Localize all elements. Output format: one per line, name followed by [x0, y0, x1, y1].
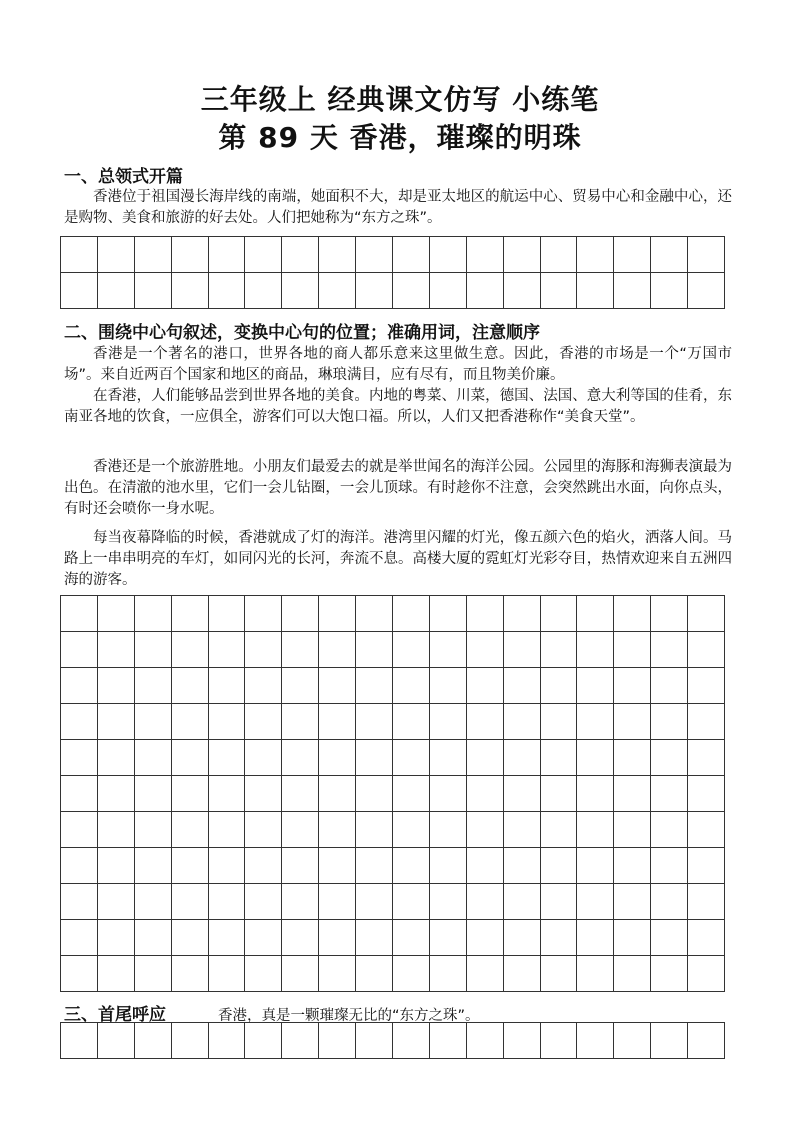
- grid-cell[interactable]: [467, 668, 504, 704]
- grid-cell[interactable]: [98, 884, 135, 920]
- grid-cell[interactable]: [393, 884, 430, 920]
- grid-cell[interactable]: [98, 776, 135, 812]
- grid-cell[interactable]: [172, 812, 209, 848]
- grid-cell[interactable]: [209, 704, 246, 740]
- grid-cell[interactable]: [504, 668, 541, 704]
- grid-cell[interactable]: [541, 237, 578, 273]
- section-2-paragraph-3: 香港还是一个旅游胜地。小朋友们最爱去的就是举世闻名的海洋公园。公园里的海豚和海狮表演最为出色。在清澈的池水里，它们一会儿钻圈，一会儿顶球。有时趁你不注意，会突然跳出水面，向你点头，有时还会喷你一身水呢。: [64, 459, 732, 517]
- grid-cell[interactable]: [172, 920, 209, 956]
- grid-cell[interactable]: [541, 668, 578, 704]
- grid-cell[interactable]: [467, 1023, 504, 1059]
- grid-cell[interactable]: [282, 1023, 319, 1059]
- grid-cell[interactable]: [430, 920, 467, 956]
- grid-cell[interactable]: [61, 668, 98, 704]
- grid-cell[interactable]: [61, 848, 98, 884]
- grid-cell[interactable]: [319, 596, 356, 632]
- grid-cell[interactable]: [504, 812, 541, 848]
- grid-cell[interactable]: [577, 596, 614, 632]
- grid-cell[interactable]: [651, 596, 688, 632]
- grid-cell[interactable]: [319, 776, 356, 812]
- grid-cell[interactable]: [282, 848, 319, 884]
- grid-cell[interactable]: [172, 273, 209, 309]
- grid-cell[interactable]: [688, 596, 725, 632]
- grid-cell[interactable]: [393, 956, 430, 992]
- grid-cell[interactable]: [688, 920, 725, 956]
- grid-cell[interactable]: [614, 704, 651, 740]
- grid-cell[interactable]: [245, 956, 282, 992]
- grid-cell[interactable]: [282, 273, 319, 309]
- grid-cell[interactable]: [577, 1023, 614, 1059]
- grid-cell[interactable]: [282, 740, 319, 776]
- grid-cell[interactable]: [577, 776, 614, 812]
- grid-cell[interactable]: [688, 1023, 725, 1059]
- grid-cell[interactable]: [504, 884, 541, 920]
- grid-cell[interactable]: [430, 776, 467, 812]
- grid-cell[interactable]: [577, 237, 614, 273]
- grid-cell[interactable]: [541, 1023, 578, 1059]
- grid-cell[interactable]: [393, 848, 430, 884]
- grid-cell[interactable]: [135, 632, 172, 668]
- grid-cell[interactable]: [172, 632, 209, 668]
- grid-cell[interactable]: [467, 740, 504, 776]
- grid-cell[interactable]: [688, 884, 725, 920]
- grid-cell[interactable]: [209, 668, 246, 704]
- grid-cell[interactable]: [504, 848, 541, 884]
- grid-cell[interactable]: [61, 273, 98, 309]
- section-3-text: 香港，真是一颗璀璨无比的“东方之珠”。: [218, 1008, 480, 1024]
- grid-cell[interactable]: [393, 237, 430, 273]
- grid-cell[interactable]: [651, 956, 688, 992]
- grid-cell[interactable]: [209, 596, 246, 632]
- grid-cell[interactable]: [135, 237, 172, 273]
- grid-cell[interactable]: [430, 1023, 467, 1059]
- grid-cell[interactable]: [172, 848, 209, 884]
- grid-cell[interactable]: [541, 884, 578, 920]
- grid-cell[interactable]: [172, 596, 209, 632]
- grid-cell[interactable]: [504, 776, 541, 812]
- grid-cell[interactable]: [577, 956, 614, 992]
- grid-cell[interactable]: [172, 740, 209, 776]
- grid-cell[interactable]: [688, 812, 725, 848]
- grid-cell[interactable]: [614, 776, 651, 812]
- page-subtitle: 第 89 天 香港，璀璨的明珠: [218, 121, 582, 154]
- grid-cell[interactable]: [577, 884, 614, 920]
- grid-cell[interactable]: [319, 812, 356, 848]
- grid-cell[interactable]: [356, 632, 393, 668]
- grid-cell[interactable]: [651, 1023, 688, 1059]
- grid-cell[interactable]: [541, 956, 578, 992]
- grid-cell[interactable]: [61, 812, 98, 848]
- grid-cell[interactable]: [245, 920, 282, 956]
- grid-cell[interactable]: [504, 273, 541, 309]
- grid-cell[interactable]: [282, 884, 319, 920]
- grid-cell[interactable]: [98, 632, 135, 668]
- grid-cell[interactable]: [245, 273, 282, 309]
- page-title: 三年级上 经典课文仿写 小练笔: [200, 83, 600, 116]
- grid-cell[interactable]: [504, 740, 541, 776]
- grid-cell[interactable]: [356, 668, 393, 704]
- grid-cell[interactable]: [172, 884, 209, 920]
- grid-cell[interactable]: [688, 237, 725, 273]
- grid-cell[interactable]: [356, 237, 393, 273]
- grid-cell[interactable]: [319, 632, 356, 668]
- grid-cell[interactable]: [651, 848, 688, 884]
- grid-cell[interactable]: [61, 632, 98, 668]
- grid-cell[interactable]: [356, 812, 393, 848]
- grid-cell[interactable]: [430, 848, 467, 884]
- grid-cell[interactable]: [614, 596, 651, 632]
- grid-cell[interactable]: [282, 596, 319, 632]
- grid-cell[interactable]: [135, 956, 172, 992]
- grid-cell[interactable]: [577, 848, 614, 884]
- grid-cell[interactable]: [172, 1023, 209, 1059]
- grid-cell[interactable]: [282, 776, 319, 812]
- grid-cell[interactable]: [393, 740, 430, 776]
- grid-cell[interactable]: [688, 740, 725, 776]
- grid-cell[interactable]: [467, 632, 504, 668]
- grid-cell[interactable]: [504, 237, 541, 273]
- grid-cell[interactable]: [356, 273, 393, 309]
- grid-cell[interactable]: [467, 776, 504, 812]
- grid-cell[interactable]: [209, 740, 246, 776]
- grid-cell[interactable]: [319, 237, 356, 273]
- grid-cell[interactable]: [245, 596, 282, 632]
- grid-cell[interactable]: [319, 848, 356, 884]
- grid-cell[interactable]: [430, 740, 467, 776]
- grid-cell[interactable]: [541, 632, 578, 668]
- grid-cell[interactable]: [504, 632, 541, 668]
- grid-cell[interactable]: [209, 920, 246, 956]
- grid-cell[interactable]: [577, 740, 614, 776]
- grid-cell[interactable]: [98, 848, 135, 884]
- grid-cell[interactable]: [172, 237, 209, 273]
- grid-cell[interactable]: [61, 920, 98, 956]
- grid-cell[interactable]: [393, 1023, 430, 1059]
- grid-cell[interactable]: [98, 920, 135, 956]
- grid-cell[interactable]: [467, 704, 504, 740]
- grid-cell[interactable]: [688, 668, 725, 704]
- grid-cell[interactable]: [209, 848, 246, 884]
- grid-cell[interactable]: [319, 920, 356, 956]
- grid-cell[interactable]: [393, 812, 430, 848]
- grid-cell[interactable]: [319, 740, 356, 776]
- grid-cell[interactable]: [430, 273, 467, 309]
- grid-cell[interactable]: [245, 632, 282, 668]
- grid-cell[interactable]: [614, 237, 651, 273]
- grid-cell[interactable]: [614, 848, 651, 884]
- grid-cell[interactable]: [172, 668, 209, 704]
- grid-cell[interactable]: [245, 740, 282, 776]
- grid-cell[interactable]: [614, 1023, 651, 1059]
- grid-cell[interactable]: [245, 884, 282, 920]
- grid-cell[interactable]: [282, 704, 319, 740]
- grid-cell[interactable]: [98, 956, 135, 992]
- grid-cell[interactable]: [541, 273, 578, 309]
- grid-cell[interactable]: [319, 273, 356, 309]
- grid-cell[interactable]: [245, 812, 282, 848]
- grid-cell[interactable]: [245, 1023, 282, 1059]
- grid-cell[interactable]: [651, 776, 688, 812]
- grid-cell[interactable]: [135, 884, 172, 920]
- grid-cell[interactable]: [614, 740, 651, 776]
- grid-cell[interactable]: [504, 920, 541, 956]
- grid-cell[interactable]: [245, 776, 282, 812]
- grid-cell[interactable]: [467, 956, 504, 992]
- grid-cell[interactable]: [135, 920, 172, 956]
- grid-cell[interactable]: [651, 668, 688, 704]
- grid-cell[interactable]: [356, 776, 393, 812]
- grid-cell[interactable]: [577, 632, 614, 668]
- grid-cell[interactable]: [614, 273, 651, 309]
- grid-cell[interactable]: [614, 812, 651, 848]
- grid-cell[interactable]: [135, 740, 172, 776]
- grid-cell[interactable]: [98, 704, 135, 740]
- section-2-heading: 二、围绕中心句叙述，变换中心句的位置；准确用词，注意顺序: [64, 323, 540, 343]
- grid-cell[interactable]: [245, 704, 282, 740]
- grid-cell[interactable]: [282, 237, 319, 273]
- grid-cell[interactable]: [577, 920, 614, 956]
- section-2-paragraph-1: 香港是一个著名的港口，世界各地的商人都乐意来这里做生意。因此，香港的市场是一个“万国市场”。来自近两百个国家和地区的商品，琳琅满目，应有尽有，而且物美价廉。: [64, 346, 732, 383]
- grid-cell[interactable]: [98, 1023, 135, 1059]
- grid-cell[interactable]: [135, 668, 172, 704]
- grid-cell[interactable]: [282, 920, 319, 956]
- grid-cell[interactable]: [651, 237, 688, 273]
- grid-cell[interactable]: [688, 704, 725, 740]
- grid-cell[interactable]: [541, 704, 578, 740]
- grid-cell[interactable]: [541, 920, 578, 956]
- grid-cell[interactable]: [467, 273, 504, 309]
- grid-cell[interactable]: [688, 776, 725, 812]
- grid-cell[interactable]: [688, 848, 725, 884]
- grid-cell[interactable]: [577, 273, 614, 309]
- grid-cell[interactable]: [393, 704, 430, 740]
- grid-cell[interactable]: [172, 776, 209, 812]
- grid-cell[interactable]: [467, 237, 504, 273]
- grid-cell[interactable]: [614, 632, 651, 668]
- grid-cell[interactable]: [467, 920, 504, 956]
- grid-cell[interactable]: [61, 596, 98, 632]
- grid-cell[interactable]: [393, 596, 430, 632]
- grid-cell[interactable]: [319, 704, 356, 740]
- grid-cell[interactable]: [319, 668, 356, 704]
- grid-cell[interactable]: [393, 632, 430, 668]
- grid-cell[interactable]: [61, 956, 98, 992]
- writing-grid-1[interactable]: [60, 236, 725, 309]
- grid-cell[interactable]: [430, 812, 467, 848]
- grid-cell[interactable]: [393, 273, 430, 309]
- grid-cell[interactable]: [356, 884, 393, 920]
- grid-cell[interactable]: [172, 704, 209, 740]
- grid-cell[interactable]: [356, 920, 393, 956]
- grid-cell[interactable]: [504, 596, 541, 632]
- grid-cell[interactable]: [614, 920, 651, 956]
- grid-cell[interactable]: [61, 884, 98, 920]
- grid-cell[interactable]: [541, 812, 578, 848]
- grid-cell[interactable]: [98, 668, 135, 704]
- grid-cell[interactable]: [651, 704, 688, 740]
- grid-cell[interactable]: [356, 740, 393, 776]
- grid-cell[interactable]: [209, 812, 246, 848]
- grid-cell[interactable]: [541, 596, 578, 632]
- grid-cell[interactable]: [651, 273, 688, 309]
- section-2-paragraph-2: 在香港，人们能够品尝到世界各地的美食。内地的粤菜、川菜，德国、法国、意大利等国的佳肴，东南亚各地的饮食，一应俱全，游客们可以大饱口福。所以，人们又把香港称作“美食天堂”。: [64, 388, 732, 425]
- grid-cell[interactable]: [393, 920, 430, 956]
- grid-cell[interactable]: [135, 596, 172, 632]
- grid-cell[interactable]: [356, 596, 393, 632]
- grid-cell[interactable]: [430, 884, 467, 920]
- grid-cell[interactable]: [356, 704, 393, 740]
- grid-cell[interactable]: [541, 776, 578, 812]
- grid-cell[interactable]: [98, 596, 135, 632]
- grid-cell[interactable]: [467, 812, 504, 848]
- grid-cell[interactable]: [614, 668, 651, 704]
- grid-cell[interactable]: [356, 848, 393, 884]
- grid-cell[interactable]: [430, 596, 467, 632]
- grid-cell[interactable]: [467, 848, 504, 884]
- grid-cell[interactable]: [504, 956, 541, 992]
- grid-cell[interactable]: [98, 812, 135, 848]
- section-2-paragraph-4: 每当夜幕降临的时候，香港就成了灯的海洋。港湾里闪耀的灯光，像五颜六色的焰火，洒落人间。马路上一串串明亮的车灯，如同闪光的长河，奔流不息。高楼大厦的霓虹灯光彩夺目，热情欢迎来自五洲四海的游客。: [64, 530, 732, 588]
- grid-cell[interactable]: [209, 237, 246, 273]
- section-1-heading: 一、总领式开篇: [64, 167, 183, 187]
- grid-cell[interactable]: [282, 812, 319, 848]
- grid-cell[interactable]: [577, 704, 614, 740]
- grid-cell[interactable]: [209, 273, 246, 309]
- grid-cell[interactable]: [651, 920, 688, 956]
- grid-cell[interactable]: [577, 812, 614, 848]
- grid-cell[interactable]: [282, 668, 319, 704]
- grid-cell[interactable]: [541, 848, 578, 884]
- grid-cell[interactable]: [282, 632, 319, 668]
- grid-cell[interactable]: [651, 740, 688, 776]
- grid-cell[interactable]: [135, 848, 172, 884]
- grid-cell[interactable]: [504, 704, 541, 740]
- writing-grid-2[interactable]: [60, 595, 725, 992]
- grid-cell[interactable]: [467, 884, 504, 920]
- grid-cell[interactable]: [135, 704, 172, 740]
- grid-cell[interactable]: [282, 956, 319, 992]
- grid-cell[interactable]: [98, 273, 135, 309]
- grid-cell[interactable]: [61, 237, 98, 273]
- grid-cell[interactable]: [356, 1023, 393, 1059]
- grid-cell[interactable]: [688, 956, 725, 992]
- section-3-heading: 三、首尾呼应: [64, 1005, 166, 1025]
- grid-cell[interactable]: [504, 1023, 541, 1059]
- grid-cell[interactable]: [245, 237, 282, 273]
- grid-cell[interactable]: [614, 956, 651, 992]
- grid-cell[interactable]: [541, 740, 578, 776]
- grid-cell[interactable]: [61, 1023, 98, 1059]
- grid-cell[interactable]: [393, 776, 430, 812]
- grid-cell[interactable]: [577, 668, 614, 704]
- grid-cell[interactable]: [688, 273, 725, 309]
- grid-cell[interactable]: [245, 668, 282, 704]
- grid-cell[interactable]: [61, 776, 98, 812]
- grid-cell[interactable]: [688, 632, 725, 668]
- section-1-text: 香港位于祖国漫长海岸线的南端，她面积不大，却是亚太地区的航运中心、贸易中心和金融中心，还是购物、美食和旅游的好去处。人们把她称为“东方之珠”。: [64, 189, 732, 226]
- grid-cell[interactable]: [245, 848, 282, 884]
- grid-cell[interactable]: [135, 1023, 172, 1059]
- grid-cell[interactable]: [61, 704, 98, 740]
- grid-cell[interactable]: [651, 632, 688, 668]
- grid-cell[interactable]: [651, 812, 688, 848]
- grid-cell[interactable]: [61, 740, 98, 776]
- grid-cell[interactable]: [209, 884, 246, 920]
- grid-cell[interactable]: [319, 884, 356, 920]
- writing-grid-3[interactable]: [60, 1022, 725, 1059]
- grid-cell[interactable]: [467, 596, 504, 632]
- grid-cell[interactable]: [135, 776, 172, 812]
- grid-cell[interactable]: [209, 632, 246, 668]
- grid-cell[interactable]: [430, 956, 467, 992]
- grid-cell[interactable]: [614, 884, 651, 920]
- grid-cell[interactable]: [651, 884, 688, 920]
- grid-cell[interactable]: [430, 704, 467, 740]
- grid-cell[interactable]: [135, 812, 172, 848]
- grid-cell[interactable]: [319, 956, 356, 992]
- grid-cell[interactable]: [172, 956, 209, 992]
- grid-cell[interactable]: [430, 632, 467, 668]
- grid-cell[interactable]: [209, 1023, 246, 1059]
- grid-cell[interactable]: [209, 956, 246, 992]
- grid-cell[interactable]: [430, 668, 467, 704]
- grid-cell[interactable]: [98, 237, 135, 273]
- grid-cell[interactable]: [319, 1023, 356, 1059]
- grid-cell[interactable]: [98, 740, 135, 776]
- grid-cell[interactable]: [209, 776, 246, 812]
- grid-cell[interactable]: [430, 237, 467, 273]
- grid-cell[interactable]: [393, 668, 430, 704]
- grid-cell[interactable]: [356, 956, 393, 992]
- grid-cell[interactable]: [135, 273, 172, 309]
